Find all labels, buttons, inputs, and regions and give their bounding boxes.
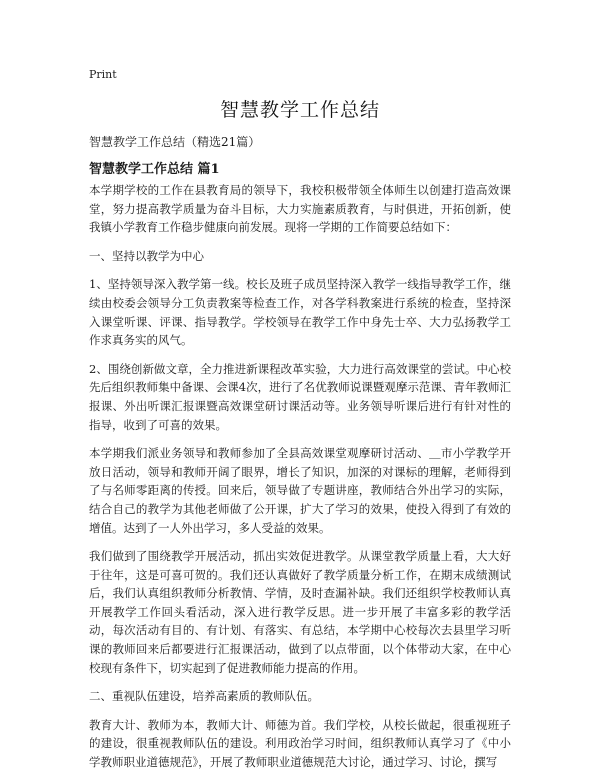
- paragraph-training: 本学期我们派业务领导和教师参加了全县高效课堂观摩研讨活动、＿市小学教学开放日活动，领导和教师开阔了眼界，增长了知识，加深的对课标的理解，老师得到了与名师零距离的传授。回来后，领导做了专题讲座，教师结合外出学习的实际，结合自己的教学为其他老师做了公开课，扩大了学习的效果，使投入得到了有效的增值。达到了一人外出学习，多人受益的效果。: [89, 446, 511, 535]
- paragraph-innovation: 2、围绕创新做文章，全力推进新课程改革实验，大力进行高效课堂的尝试。中心校先后组织教师集中备课、会课4次，进行了名优教师说课暨观摩示范课、青年教师汇报课、外出听课汇报课暨高效课堂研讨课活动等。业务领导听课后进行有针对性的指导，收到了可喜的效果。: [89, 361, 511, 432]
- document-body: [89, 181, 511, 776]
- paragraph-ethics: 教育大计、教师为本，教师大计、师德为首。我们学校，从校长做起，很重视班子的建设，很重视教师队伍的建设。利用政治学习时间，组织教师认真学习了《中小学教师职业道德规范》，开展了教师职业道德规范大讨论，通过学习、讨论，撰写: [89, 717, 511, 770]
- document-subtitle: 智慧教学工作总结（精选21篇）: [89, 135, 261, 149]
- intro-paragraph: 本学期学校的工作在县教育局的领导下，我校积极带领全体师生以创建打造高效课堂，努力提高教学质量为奋斗目标，大力实施素质教育，与时俱进，开拓创新，使我镇小学教育工作稳步健康向前发展。现将一学期的工作简要总结如下：: [89, 183, 511, 235]
- document-title: 智慧教学工作总结: [219, 99, 380, 121]
- paragraph-leadership: 1、坚持领导深入教学第一线。校长及班子成员坚持深入教学一线指导教学工作，继续由校委会领导分工负责教案等检查工作，对各学科教案进行系统的检查，坚持深入课堂听课、评课、指导教学。学校领导在教学工作中身先士卒、大力弘扬教学工作求真务实的风气。: [89, 277, 511, 348]
- section-heading: 智慧教学工作总结 篇1: [89, 162, 220, 177]
- heading-teaching-center: 一、坚持以教学为中心: [89, 248, 204, 263]
- print-label[interactable]: Print: [89, 68, 117, 81]
- paragraph-activities: 我们做到了围绕教学开展活动，抓出实效促进教学。从课堂教学质量上看，大大好于往年，这是可喜可贺的。我们还认真做好了教学质量分析工作，在期末成绩测试后，我们认真组织教师分析教情、学情，及时查漏补缺。我们还组织学校教师认真开展教学工作回头看活动，深入进行教学反思。进一步开展了丰富多彩的教学活动，每次活动有目的、有计划、有落实、有总结，本学期中心校每次去县里学习听课的教师回来后都要进行汇报课活动，做到了以点带面，以个体带动大家，在中心校现有条件下，切实起到了促进教师能力提高的作用。: [89, 549, 511, 675]
- heading-team-building: 二、重视队伍建设，培养高素质的教师队伍。: [89, 689, 319, 704]
